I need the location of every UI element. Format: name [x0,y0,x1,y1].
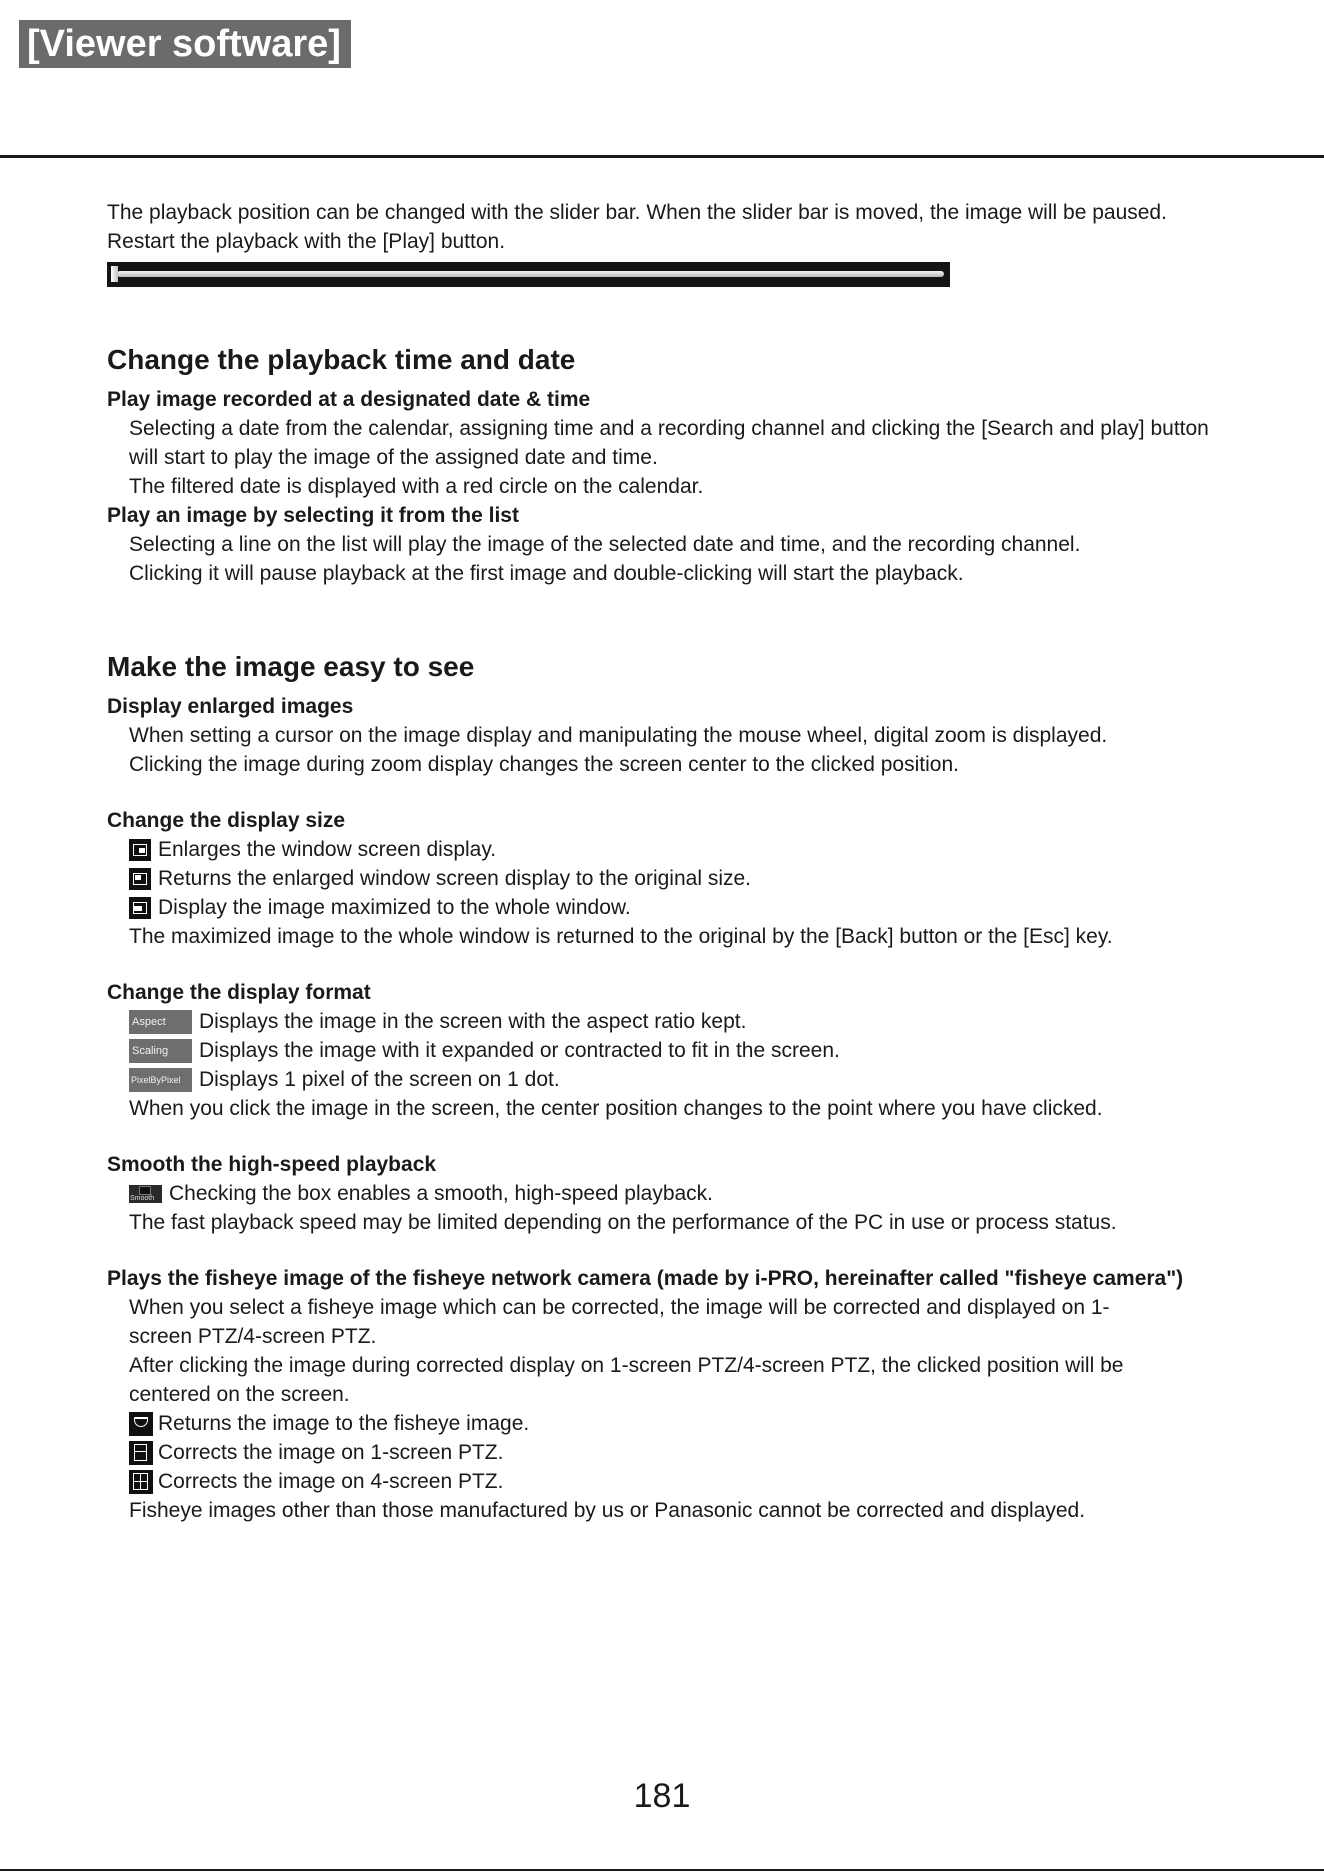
fisheye-note: Fisheye images other than those manufactured by us or Panasonic cannot be corrected and displayed. [129,1499,1086,1522]
subsection-title-size: Change the display size [107,809,346,832]
header-divider [0,155,1324,158]
section-title-time: Change the playback time and date [107,344,576,375]
section-header-tag: [Viewer software] [19,20,351,68]
four-screen-ptz-icon[interactable] [129,1470,153,1494]
size-note: The maximized image to the whole window is returned to the original by the [Back] button or the [Esc] key. [129,925,1113,948]
restore-window-icon[interactable] [129,868,151,890]
fisheye-item-4ptz [107,1467,1227,1496]
format-item-aspect [107,1007,1227,1036]
fisheye-text-2: After clicking the image during corrected display on 1-screen PTZ/4-screen PTZ, the clicked position will be centered on the screen. [129,1354,1124,1406]
subsection-title-designated: Play image recorded at a designated date & time [107,388,591,411]
smooth-item-text: Checking the box enables a smooth, high-speed playback. [169,1182,714,1205]
fisheye-text-1: When you select a fisheye image which can be corrected, the image will be corrected and displayed on 1-screen PTZ/4-screen PTZ. [129,1296,1110,1348]
checkbox-square [139,1186,151,1195]
subsection-title-smooth: Smooth the high-speed playback [107,1153,437,1176]
maximize-image-icon[interactable] [129,897,151,919]
playback-slider[interactable] [107,262,950,287]
list-text-2: Clicking it will pause playback at the first image and double-clicking will start the playback. [129,562,964,585]
size-item-text: Returns the enlarged window screen display to the original size. [158,867,751,890]
format-item-text: Displays the image with it expanded or contracted to fit in the screen. [199,1039,840,1062]
size-item-restore [107,864,1227,893]
format-note: When you click the image in the screen, the center position changes to the point where you have clicked. [129,1097,1103,1120]
designated-text-2: The filtered date is displayed with a red circle on the calendar. [129,475,704,498]
fisheye-item-text: Returns the image to the fisheye image. [158,1412,530,1435]
page-content [107,198,1227,1525]
size-item-enlarge [107,835,1227,864]
smooth-checkbox[interactable] [129,1185,162,1203]
section-title-view: Make the image easy to see [107,651,475,682]
format-item-scaling [107,1036,1227,1065]
slider-thumb[interactable] [111,266,118,282]
intro-text: The playback position can be changed with the slider bar. When the slider bar is moved, the image will be paused. Restart the playback with the [Play] button. [107,201,1167,253]
pixel-by-pixel-button[interactable]: PixelByPixel [129,1068,192,1092]
designated-text-1: Selecting a date from the calendar, assigning time and a recording channel and clicking the [Search and play] button will start to play the image of the assigned date and time. [129,417,1209,469]
smooth-item [107,1179,1227,1208]
size-item-text: Enlarges the window screen display. [158,838,497,861]
fisheye-item-text: Corrects the image on 1-screen PTZ. [158,1441,504,1464]
footer-divider [0,1869,1324,1871]
slider-track [117,271,944,277]
list-text-1: Selecting a line on the list will play the image of the selected date and time, and the recording channel. [129,533,1081,556]
aspect-button[interactable]: Aspect [129,1010,192,1034]
enlarge-window-icon[interactable] [129,839,151,861]
fisheye-item-original [107,1409,1227,1438]
enlarge-text-2: Clicking the image during zoom display changes the screen center to the clicked position. [129,753,959,776]
format-item-pixel [107,1065,1227,1094]
page-number: 181 [633,1777,691,1815]
one-screen-ptz-icon[interactable] [129,1441,153,1465]
subsection-title-list: Play an image by selecting it from the list [107,504,519,527]
subsection-title-format: Change the display format [107,981,371,1004]
size-item-maximize [107,893,1227,922]
format-item-text: Displays 1 pixel of the screen on 1 dot. [199,1068,560,1091]
fisheye-icon[interactable] [129,1412,153,1436]
fisheye-item-1ptz [107,1438,1227,1467]
smooth-note: The fast playback speed may be limited depending on the performance of the PC in use or process status. [129,1211,1117,1234]
subsection-title-fisheye: Plays the fisheye image of the fisheye network camera (made by i-PRO, hereinafter called "fisheye camera") [107,1267,1184,1290]
subsection-title-enlarge: Display enlarged images [107,695,354,718]
fisheye-item-text: Corrects the image on 4-screen PTZ. [158,1470,504,1493]
size-item-text: Display the image maximized to the whole window. [158,896,631,919]
enlarge-text-1: When setting a cursor on the image display and manipulating the mouse wheel, digital zoom is displayed. [129,724,1108,747]
scaling-button[interactable]: Scaling [129,1039,192,1063]
format-item-text: Displays the image in the screen with the aspect ratio kept. [199,1010,747,1033]
smooth-label: Smooth [130,1194,155,1202]
